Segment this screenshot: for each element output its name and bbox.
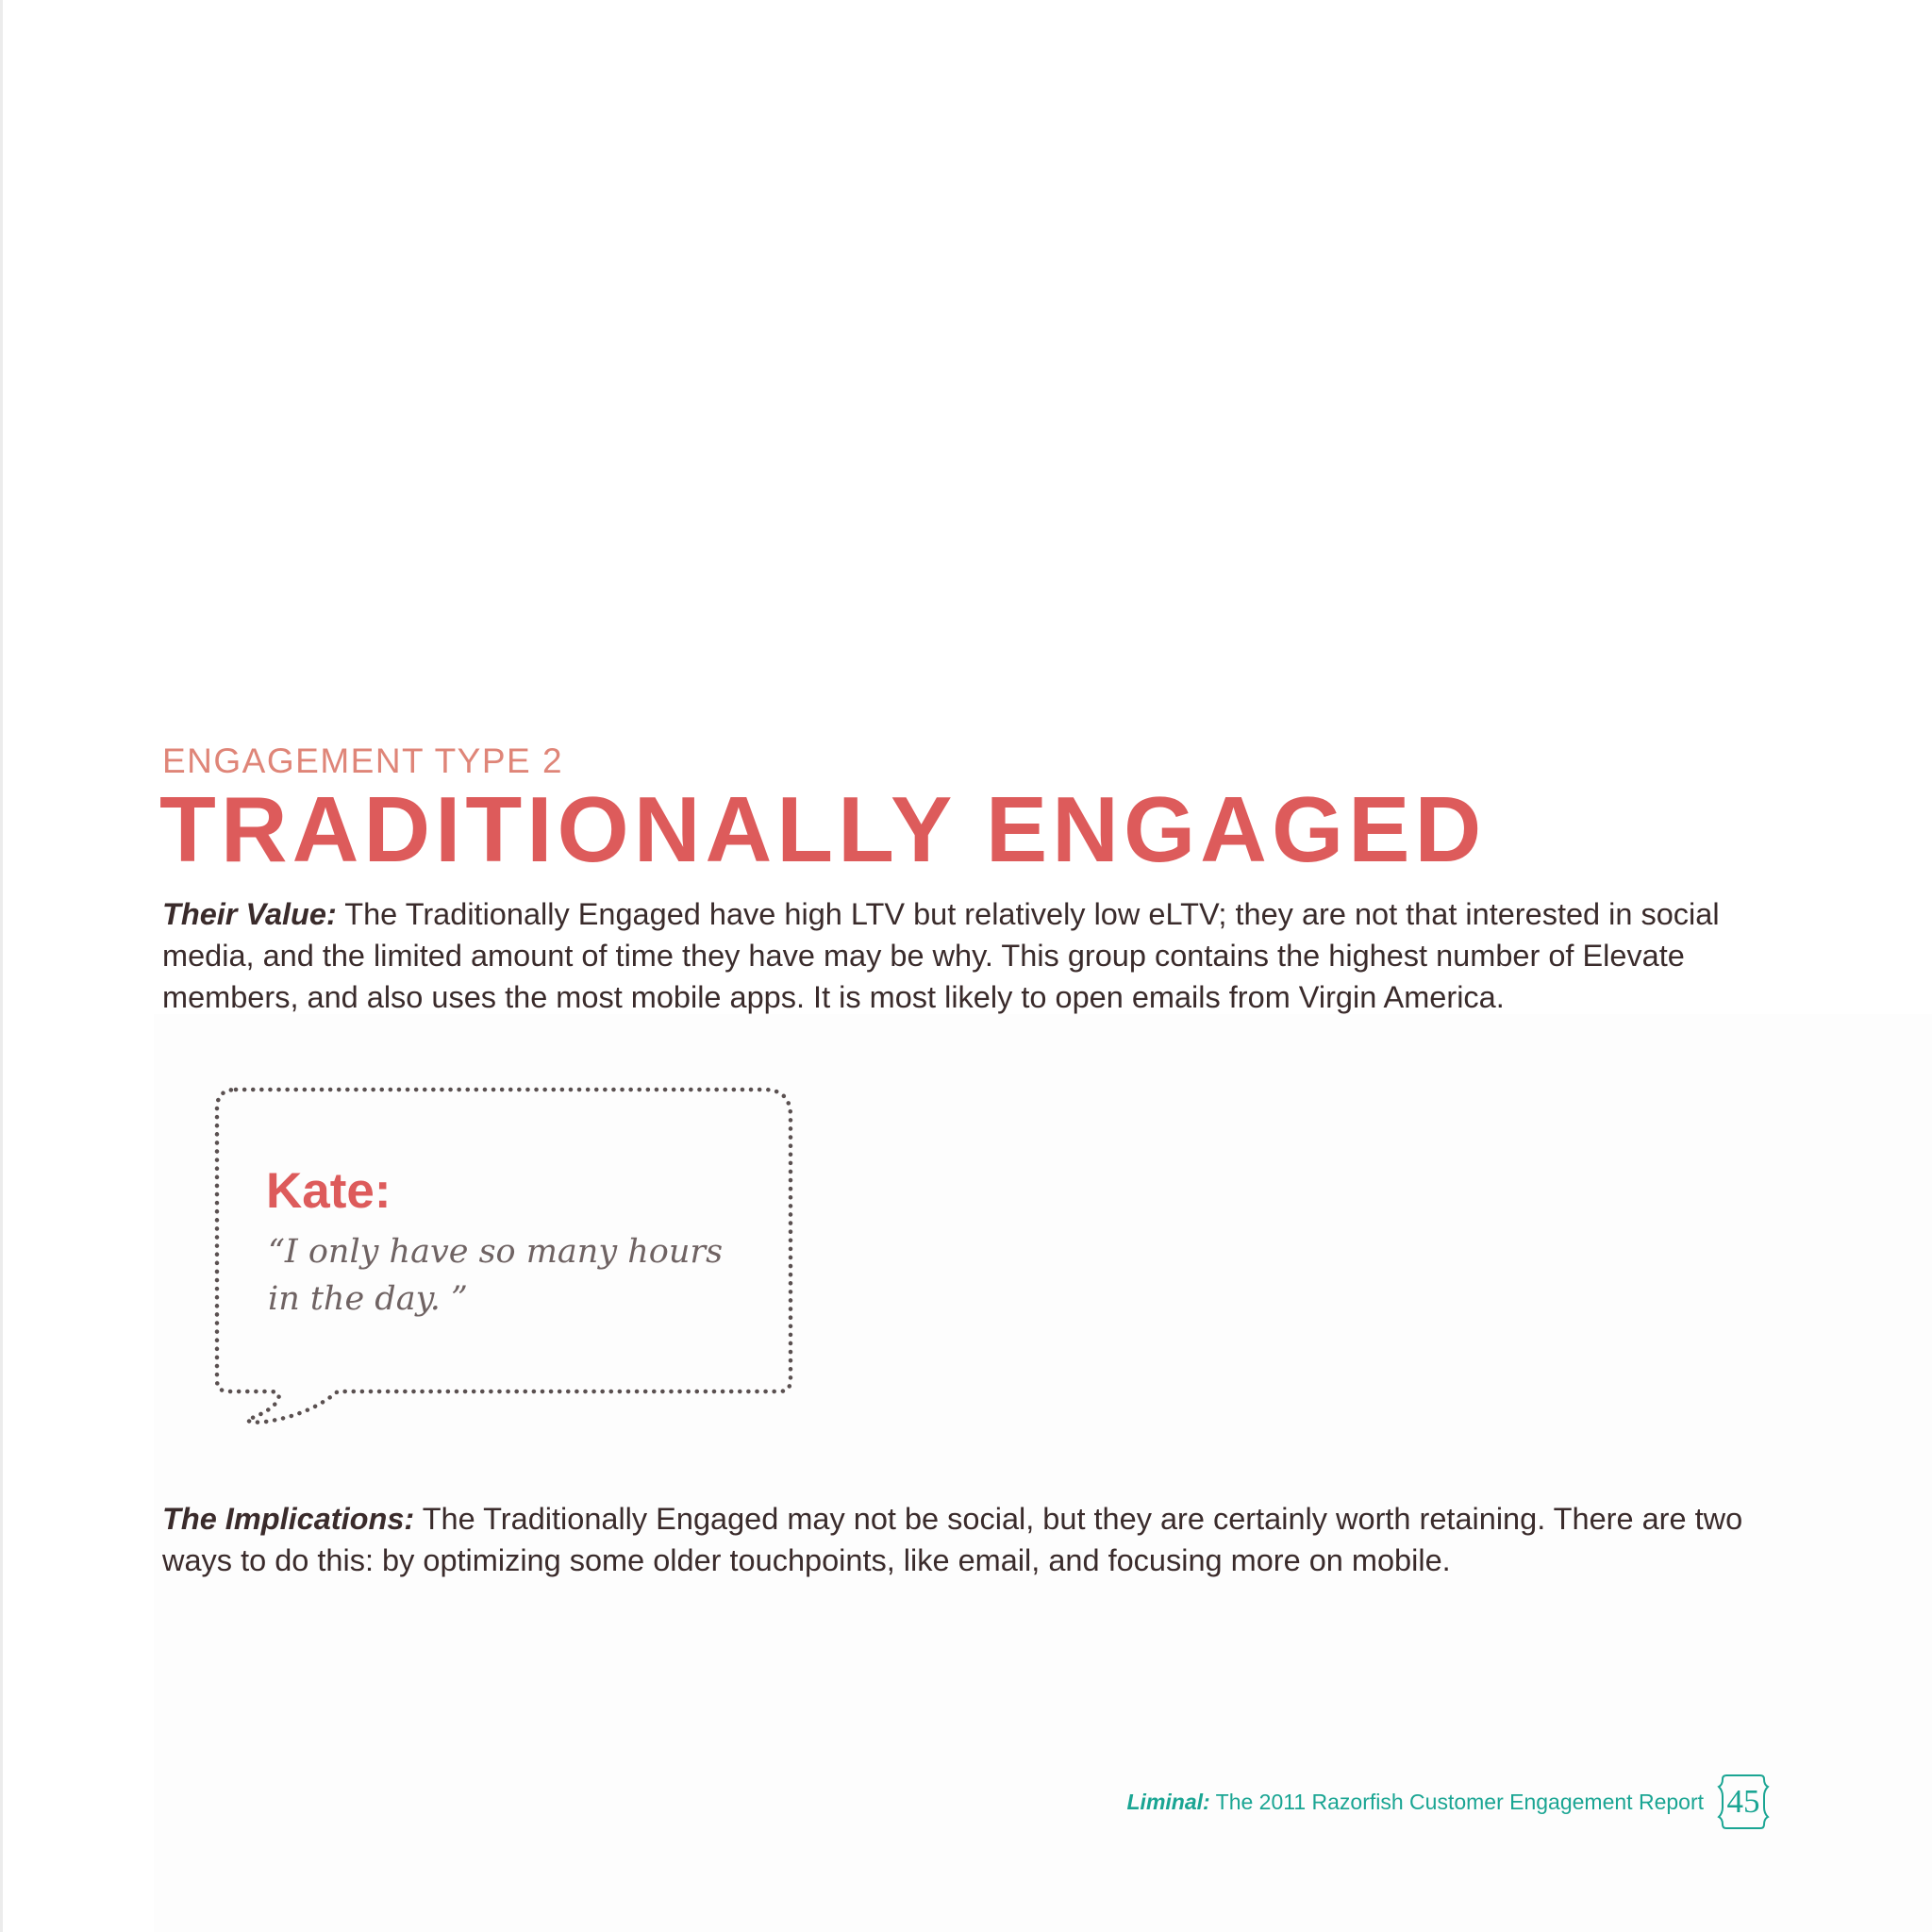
page-edge [0, 0, 3, 1932]
implications-paragraph [162, 1498, 1766, 1581]
section-eyebrow: ENGAGEMENT TYPE 2 [162, 741, 564, 780]
footer-report-name: The 2011 Razorfish Customer Engagement Report [1209, 1790, 1704, 1814]
implications-text: The Traditionally Engaged may not be social, but they are certainly worth retaining. There are two ways to do this: by optimizing some older touchpoints, like email, and focusing more on mobile. [162, 1502, 1743, 1577]
page-number: 45 [1726, 1783, 1760, 1820]
page-title: TRADITIONALLY ENGAGED [159, 777, 1487, 881]
implications-label: The Implications: [162, 1502, 415, 1536]
page-number-badge [1717, 1772, 1770, 1832]
value-text: The Traditionally Engaged have high LTV but relatively low eLTV; they are not that interested in social media, and the limited amount of time they have may be why. This group contains the highest number of Elevate members, and also uses the most mobile apps. It is most likely to open emails from Virgin America. [162, 897, 1720, 1014]
footer-report-title [1127, 1790, 1705, 1815]
footer-brand: Liminal: [1126, 1790, 1210, 1814]
value-paragraph [162, 893, 1766, 1018]
quote-text: “I only have so many hours in the day. ” [268, 1233, 724, 1318]
quote-speaker: Kate: [266, 1163, 391, 1219]
value-label: Their Value: [162, 897, 337, 931]
